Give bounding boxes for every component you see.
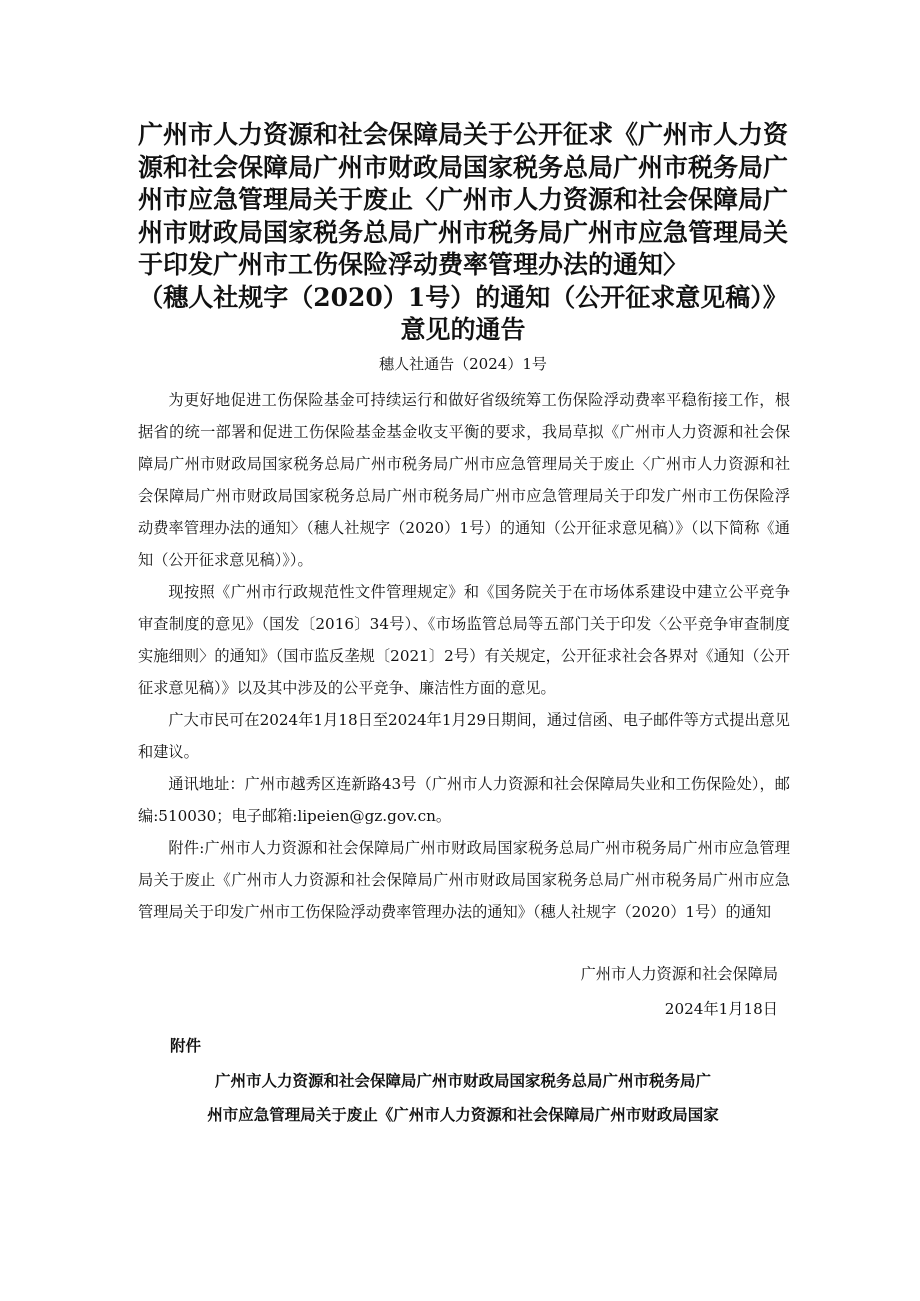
signature-organization: 广州市人力资源和社会保障局 — [580, 965, 778, 983]
title-line: 源和社会保障局广州市财政局国家税务总局广州市税务局广 — [138, 152, 789, 182]
title-line: 州市应急管理局关于废止〈广州市人力资源和社会保障局广 — [138, 185, 789, 214]
contact-paragraph: 通讯地址：广州市越秀区连新路43号（广州市人力资源和社会保障局失业和工伤保险处），邮编:510030；电子邮箱:lipeien@gz.gov.cn。 — [138, 775, 790, 825]
title-line: 州市财政局国家税务总局广州市税务局广州市应急管理局关 — [138, 217, 789, 247]
body-paragraph: 广大市民可在2024年1月18日至2024年1月29日期间，通过信函、电子邮件等方式提出意见和建议。 — [138, 711, 790, 761]
attachment-label: 附件 — [170, 1036, 202, 1055]
title-line: 于印发广州市工伤保险浮动费率管理办法的通知〉 — [138, 250, 689, 279]
notice-body — [138, 384, 790, 928]
body-paragraph: 为更好地促进工伤保险基金可持续运行和做好省级统筹工伤保险浮动费率平稳衔接工作，根据省的统一部署和促进工伤保险基金基金收支平衡的要求，我局草拟《广州市人力资源和社会保障局广州市财政局国家税务总局广州市税务局广州市应急管理局关于废止〈广州市人力资源和社会保障局广州市财政局国家税务总局广州市税务局广州市应急管理局关于印发广州市工伤保险浮动费率管理办法的通知〉（穗人社规字（2020）1号）的通知（公开征求意见稿）》（以下简称《通知（公开征求意见稿）》）。 — [138, 391, 790, 569]
attachment-title — [138, 1064, 788, 1132]
document-number: 穗人社通告（2024）1号 — [379, 355, 547, 373]
attachment-paragraph: 附件:广州市人力资源和社会保障局广州市财政局国家税务总局广州市税务局广州市应急管理局关于废止《广州市人力资源和社会保障局广州市财政局国家税务总局广州市税务局广州市应急管理局关于印发广州市工伤保险浮动费率管理办法的通知》（穗人社规字（2020）1号）的通知 — [138, 839, 790, 921]
notice-title — [138, 119, 788, 347]
body-paragraph: 现按照《广州市行政规范性文件管理规定》和《国务院关于在市场体系建设中建立公平竞争审查制度的意见》（国发〔2016〕34号）、《市场监管总局等五部门关于印发〈公平竞争审查制度实施细则〉的通知》（国市监反垄规〔2021〕2号）有关规定，公开征求社会各界对《通知（公开征求意见稿）》以及其中涉及的公平竞争、廉洁性方面的意见。 — [138, 583, 790, 697]
signature-date: 2024年1月18日 — [664, 1000, 778, 1018]
title-line: 广州市人力资源和社会保障局关于公开征求《广州市人力资 — [138, 120, 789, 149]
attachment-title-line: 州市应急管理局关于废止《广州市人力资源和社会保障局广州市财政局国家 — [207, 1105, 719, 1124]
title-line: （穗人社规字（2020）1号）的通知（公开征求意见稿）》 — [138, 282, 788, 312]
title-line: 意见的通告 — [400, 315, 526, 344]
attachment-title-line: 广州市人力资源和社会保障局广州市财政局国家税务总局广州市税务局广 — [214, 1071, 711, 1090]
